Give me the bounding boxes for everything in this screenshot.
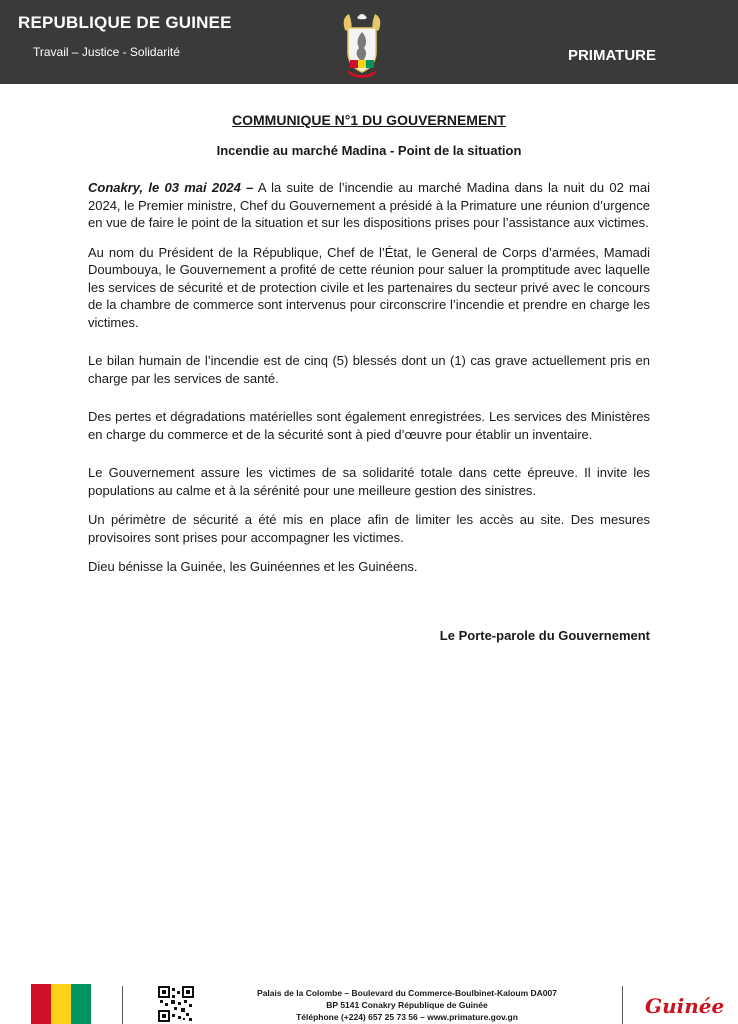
page-footer — [0, 978, 738, 1024]
paragraph-1-text: A la suite de l’incendie au marché Madina dans la nuit du 02 mai 2024, le Premier ministre, Chef du Gouvernement a présidé à la Primature une réunion d’urgence en vue de faire le point de la situation et sur les dispositions prises pour l’assistance aux victimes. — [88, 180, 651, 230]
address-line-2: BP 5141 Conakry République de Guinée — [326, 1000, 488, 1010]
footer-divider-right — [622, 986, 623, 1024]
page-header — [0, 0, 738, 84]
guinee-brand-logo — [643, 992, 723, 1024]
qr-code-icon — [158, 986, 194, 1022]
paragraph-5: Le Gouvernement assure les victimes de sa solidarité totale dans cette épreuve. Il invite les populations au calme et à la sérénité pour une meilleure gestion des sinistres. — [88, 465, 650, 498]
signature-line: Le Porte-parole du Gouvernement — [439, 627, 650, 643]
paragraph-4: Des pertes et dégradations matérielles sont également enregistrées. Les services des Ministères en charge du commerce et de la sécurité sont à pied d’œuvre pour établir un inventaire. — [88, 409, 650, 442]
footer-divider-left — [122, 986, 123, 1024]
paragraph-1 — [88, 179, 650, 232]
paragraph-2: Au nom du Président de la République, Chef de l’État, le General de Corps d’armées, Mamadi Doumbouya, le Gouvernement a profité de cette réunion pour saluer la promptitude avec laquelle les services de sécurité et de protection civile et les partenaires du secteur privé avec le concours de la chambre de commerce sont intervenus pour circonscrire l’incendie et prendre en charge les victimes. — [88, 244, 650, 330]
address-line-3: Téléphone (+224) 657 25 73 56 – www.primature.gov.gn — [296, 1012, 518, 1022]
communique-title: COMMUNIQUE N°1 DU GOUVERNEMENT — [232, 112, 506, 128]
national-motto: Travail – Justice - Solidarité — [33, 45, 180, 59]
address-line-1: Palais de la Colombe – Boulevard du Commerce-Boulbinet-Kaloum DA007 — [257, 988, 557, 998]
paragraph-7: Dieu bénisse la Guinée, les Guinéennes et les Guinéens. — [88, 559, 418, 574]
dateline: Conakry, le 03 mai 2024 – — [88, 180, 254, 195]
footer-address — [212, 987, 602, 1023]
communique-body — [88, 100, 650, 643]
paragraph-6: Un périmètre de sécurité a été mis en place afin de limiter les accès au site. Des mesures provisoires sont prises pour accompagner les victimes. — [88, 512, 650, 545]
guinea-flag-icon — [31, 984, 91, 1024]
communique-subtitle: Incendie au marché Madina - Point de la situation — [216, 143, 522, 158]
logo-text: Guinée — [645, 994, 725, 1018]
office-name: PRIMATURE — [567, 47, 656, 64]
coat-of-arms-icon — [339, 10, 385, 78]
country-name: REPUBLIQUE DE GUINEE — [18, 13, 232, 32]
paragraph-3: Le bilan humain de l’incendie est de cinq (5) blessés dont un (1) cas grave actuellement pris en charge par les services de santé. — [88, 353, 650, 386]
